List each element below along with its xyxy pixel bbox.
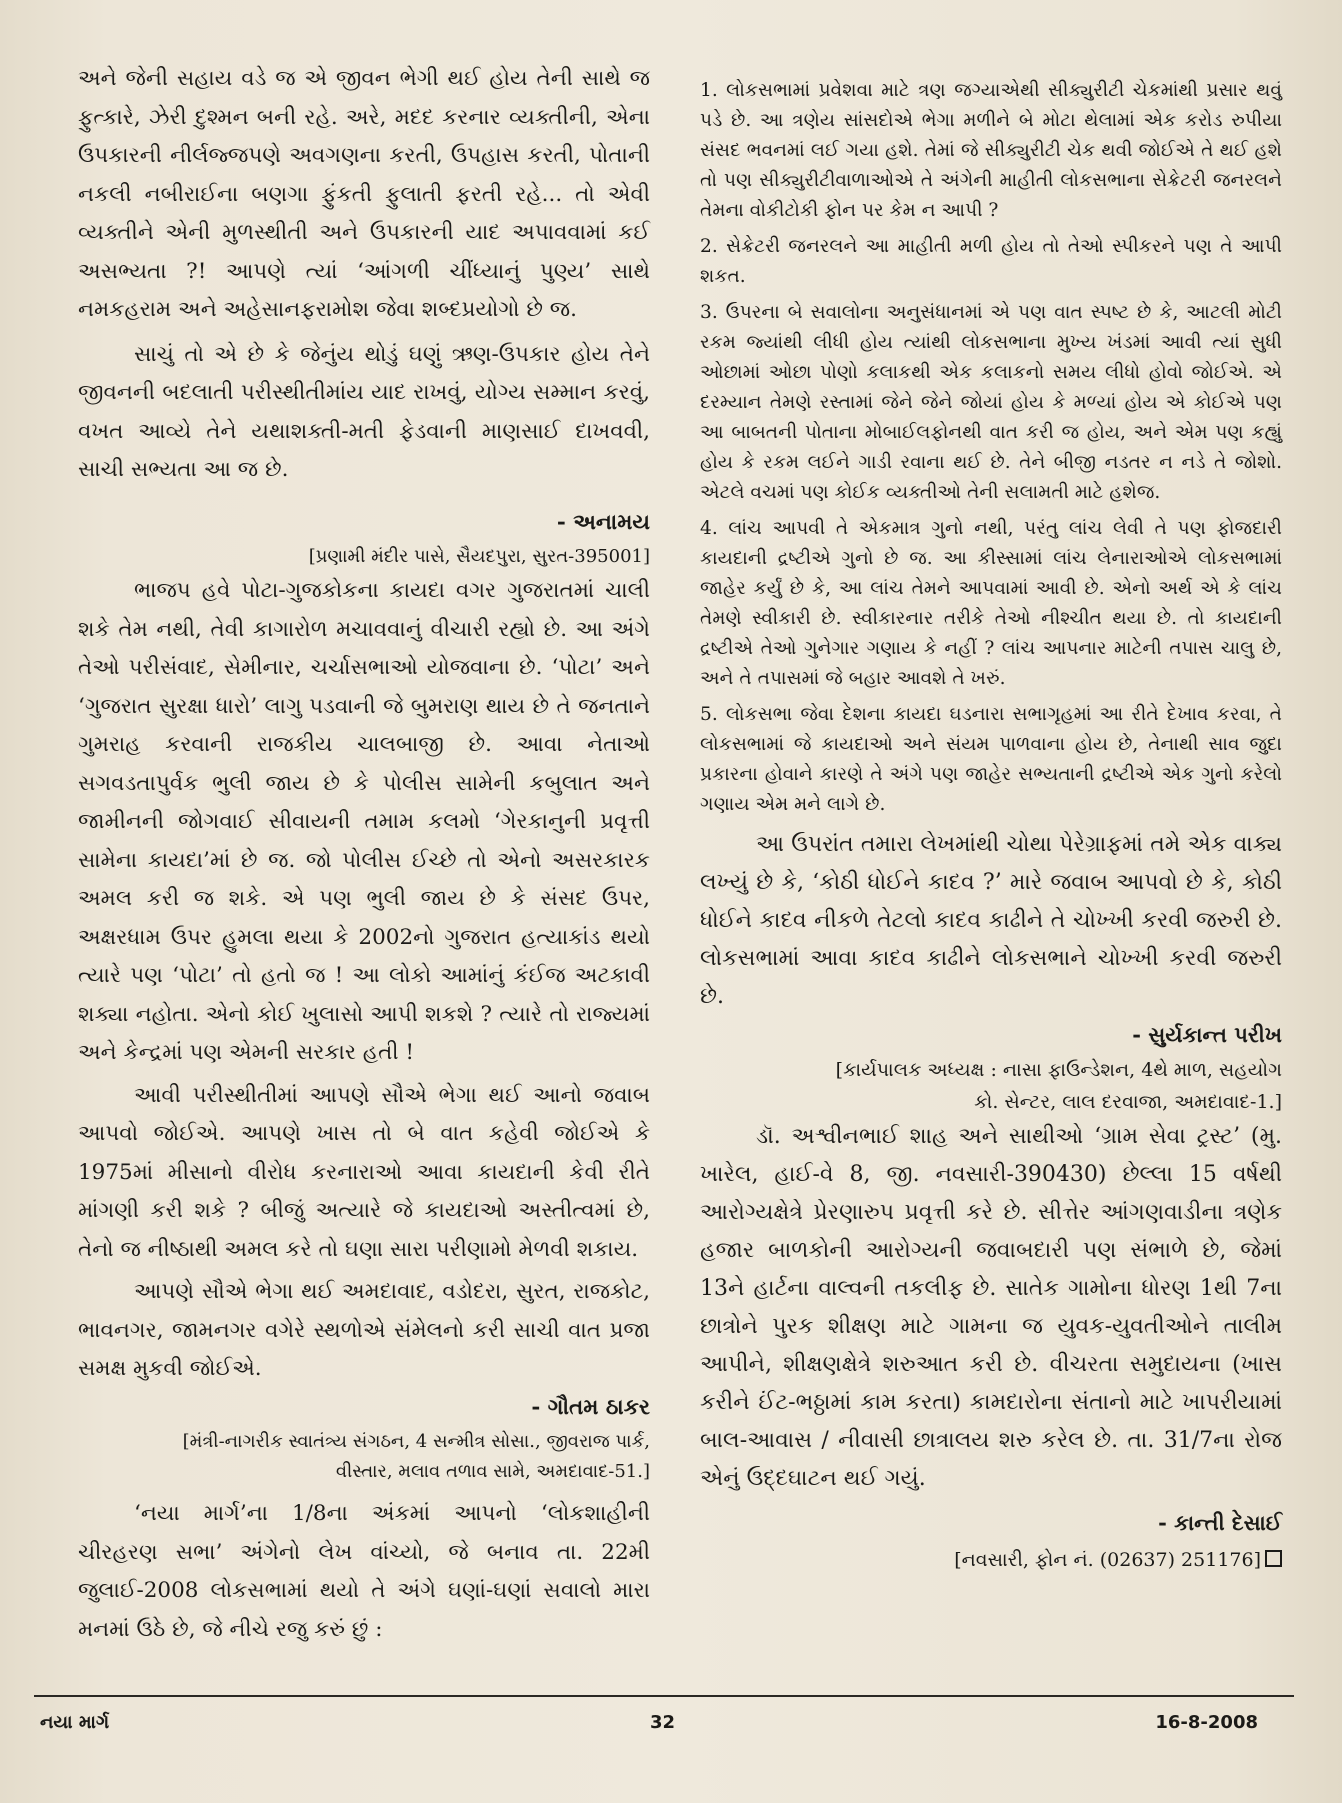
- paragraph: સાચું તો એ છે કે જેનુંય થોડું ઘણું ઋણ-ઉપકાર હોય તેને જીવનની બદલાતી પરીસ્થીતીમાંય યાદ રાખવું, યોગ્ય સમ્માન કરવું, વખત આવ્યે તેને યથાશક્તી-મતી ફેડવાની માણસાઈ દાખવવી, સાચી સભ્યતા આ જ છે.: [78, 341, 650, 482]
- footer-divider: [34, 1695, 1294, 1697]
- paragraph: ડૉ. અશ્વીનભાઈ શાહ અને સાથીઓ ‘ગ્રામ સેવા ટ્રસ્ટ’ (મુ. ખારેલ, હાઈ-વે 8, જી. નવસારી-390430) છેલ્લા 15 વર્ષથી આરોગ્યક્ષેત્રે પ્રેરણારુપ પ્રવૃત્તી કરે છે. સીત્તેર આંગણવાડીના ત્રણેક હજાર બાળકોની આરોગ્યની જવાબદારી પણ સંભાળે છે, જેમાં 13ને હાર્ટના વાલ્વની તકલીફ છે. સાતેક ગામોના ધોરણ 1થી 7ના છાત્રોને પુરક શીક્ષણ માટે ગામના જ યુવક-યુવતીઓને તાલીમ આપીને, શીક્ષણક્ષેત્રે શરુઆત કરી છે. વીચરતા સમુદાયના (ખાસ કરીને ઈંટ-ભઠ્ઠામાં કામ કરતા) કામદારોના સંતાનો માટે ખાપરીયામાં બાલ-આવાસ / નીવાસી છાત્રાલય શરુ કરેલ છે. તા. 31/7ના રોજ એનું ઉદ્દઘાટન થઈ ગયું.: [700, 1124, 1282, 1491]
- paragraph: આપણે સૌએ ભેગા થઈ અમદાવાદ, વડોદરા, સુરત, રાજકોટ, ભાવનગર, જામનગર વગેરે સ્થળોએ સંમેલનો કરી સાચી વાત પ્રજા સમક્ષ મુકવી જોઈએ.: [78, 1279, 650, 1381]
- paragraph: ‘નયા માર્ગ’ના 1/8ના અંકમાં આપનો ‘લોકશાહીની ચીરહરણ સભા’ અંગેનો લેખ વાંચ્યો, જે બનાવ તા. 22મી જુલાઈ-2008 લોકસભામાં થયો તે અંગે ઘણાં-ઘણાં સવાલો મારા મનમાં ઉઠે છે, જે નીચે રજુ કરું છું :: [78, 1501, 650, 1642]
- address-text: [નવસારી, ફોન નં. (02637) 251176]: [954, 1549, 1261, 1571]
- left-column: [78, 60, 650, 1649]
- list-item: 3. ઉપરના બે સવાલોના અનુસંધાનમાં એ પણ વાત સ્પષ્ટ છે કે, આટલી મોટી રકમ જ્યાંથી લીધી હોય ત્યાંથી લોકસભાના મુખ્ય ખંડમાં આવી ત્યાં સુધી ઓછામાં ઓછા પોણો કલાકથી એક કલાકનો સમય લીધો હોવો જોઈએ. એ દરમ્યાન તેમણે રસ્તામાં જેને જેને જોયાં હોય કે મળ્યાં હોય એ કોઈએ પણ આ બાબતની પોતાના મોબાઈલફોનથી વાત કરી જ હોય, અને એમ પણ કહ્યું હોય કે રકમ લઈને ગાડી રવાના થઈ છે. તેને બીજી નડતર ન નડે તે જોશો. એટલે વચમાં પણ કોઈક વ્યક્તીઓ તેની સલામતી માટે હશેજ.: [700, 302, 1282, 503]
- signature: - સુર્યકાન્ત પરીખ: [1132, 1022, 1282, 1047]
- paragraph: આવી પરીસ્થીતીમાં આપણે સૌએ ભેગા થઈ આનો જવાબ આપવો જોઈએ. આપણે ખાસ તો બે વાત કહેવી જોઈએ કે 1975માં મીસાનો વીરોધ કરનારાઓ આવા કાયદાની કેવી રીતે માંગણી કરી શકે ? બીજું અત્યારે જે કાયદાઓ અસ્તીત્વમાં છે, તેનો જ નીષ્ઠાથી અમલ કરે તો ઘણા સારા પરીણામો મેળવી શકાય.: [78, 1082, 650, 1262]
- paragraph: અને જેની સહાય વડે જ એ જીવન ભેગી થઈ હોય તેની સાથે જ ફુત્કારે, ઝેરી દુશ્મન બની રહે. અરે, મદદ કરનાર વ્યક્તીની, એના ઉપકારની નીર્લજ્જપણે અવગણના કરતી, ઉપહાસ કરતી, પોતાની નકલી નબીરાઈના બણગા ફુંકતી ફુલાતી ફરતી રહે... તો એવી વ્યક્તીને એની મુળસ્થીતી અને ઉપકારની યાદ અપાવવામાં કઈ અસભ્યતા ?! આપણે ત્યાં ‘આંગળી ચીંધ્યાનું પુણ્ય’ સાથે નમકહરામ અને અહેસાનફરામોશ જેવા શબ્દપ્રયોગો છે જ.: [78, 66, 650, 322]
- address: [700, 1544, 1282, 1576]
- issue-date: 16-8-2008: [1155, 1712, 1258, 1733]
- list-item: 2. સેક્રેટરી જનરલને આ માહીતી મળી હોય તો તેઓ સ્પીકરને પણ તે આપી શકત.: [700, 236, 1282, 287]
- address: વીસ્તાર, મલાવ તળાવ સામે, અમદાવાદ-51.]: [335, 1461, 650, 1482]
- end-mark-icon: [1265, 1550, 1282, 1567]
- address: [મંત્રી-નાગરીક સ્વાતંત્ર્ય સંગઠન, 4 સન્મીત્ર સોસા., જીવરાજ પાર્ક,: [182, 1431, 650, 1452]
- magazine-name: નયા માર્ગ: [40, 1712, 110, 1733]
- address: [કાર્યપાલક અધ્યક્ષ : નાસા ફાઉન્ડેશન, 4થે માળ, સહયોગ: [835, 1059, 1282, 1081]
- signature: - અનામય: [556, 509, 650, 535]
- page-number: 32: [650, 1712, 676, 1733]
- list-item: 1. લોકસભામાં પ્રવેશવા માટે ત્રણ જગ્યાએથી સીક્યુરીટી ચેકમાંથી પ્રસાર થવું પડે છે. આ ત્રણેય સાંસદોએ ભેગા મળીને બે મોટા થેલામાં એક કરોડ રુપીયા સંસદ ભવનમાં લઈ ગયા હશે. તેમાં જે સીક્યુરીટી ચેક થવી જોઈએ તે થઈ હશે તો પણ સીક્યુરીટીવાળાઓએ તે અંગેની માહીતી લોકસભાના સેક્રેટરી જનરલને તેમના વોકીટોકી ફોન પર કેમ ન આપી ?: [700, 80, 1282, 221]
- address: કો. સેન્ટર, લાલ દરવાજા, અમદાવાદ-1.]: [974, 1091, 1282, 1113]
- paragraph: આ ઉપરાંત તમારા લેખમાંથી ચોથા પેરેગ્રાફમાં તમે એક વાક્ય લખ્યું છે કે, ‘કોઠી ધોઈને કાદવ ?’ મારે જવાબ આપવો છે કે, કોઠી ધોઈને કાદવ નીકળે તેટલો કાદવ કાઢીને તે ચોખ્ખી કરવી જરુરી છે. લોકસભામાં આવા કાદવ કાઢીને લોકસભાને ચોખ્ખી કરવી જરુરી છે.: [700, 832, 1282, 1009]
- right-column: [700, 76, 1282, 1576]
- paragraph: ભાજપ હવે પોટા-ગુજકોકના કાયદા વગર ગુજરાતમાં ચાલી શકે તેમ નથી, તેવી કાગારોળ મચાવવાનું વીચારી રહ્યો છે. આ અંગે તેઓ પરીસંવાદ, સેમીનાર, ચર્ચાસભાઓ યોજવાના છે. ‘પોટા’ અને ‘ગુજરાત સુરક્ષા ધારો’ લાગુ પડવાની જે બુમરાણ થાય છે તે જનતાને ગુમરાહ કરવાની રાજકીય ચાલબાજી છે. આવા નેતાઓ સગવડતાપુર્વક ભુલી જાય છે કે પોલીસ સામેની કબુલાત અને જામીનની જોગવાઈ સીવાયની તમામ કલમો ‘ગેરકાનુની પ્રવૃત્તી સામેના કાયદા’માં છે જ. જો પોલીસ ઈચ્છે તો એનો અસરકારક અમલ કરી જ શકે. એ પણ ભુલી જાય છે કે સંસદ ઉપર, અક્ષરધામ ઉપર હુમલા થયા કે 2002નો ગુજરાત હત્યાકાંડ થયો ત્યારે પણ ‘પોટા’ તો હતો જ ! આ લોકો આમાંનું કંઈજ અટકાવી શક્યા નહોતા. એનો કોઈ ખુલાસો આપી શકશે ? ત્યારે તો રાજ્યમાં અને કેન્દ્રમાં પણ એમની સરકાર હતી !: [78, 578, 650, 1065]
- signature: - ગૌતમ ઠાકર: [531, 1394, 650, 1420]
- signature: - કાન્તી દેસાઈ: [1158, 1510, 1282, 1535]
- list-item: 4. લાંચ આપવી તે એકમાત્ર ગુનો નથી, પરંતુ લાંચ લેવી તે પણ ફોજદારી કાયદાની દ્રષ્ટીએ ગુનો છે જ. આ કીસ્સામાં લાંચ લેનારાઓએ લોકસભામાં જાહેર કર્યું છે કે, આ લાંચ તેમને આપવામાં આવી છે. એનો અર્થ એ કે લાંચ તેમણે સ્વીકારી છે. સ્વીકારનાર તરીકે તેઓ નીશ્ચીત થયા છે. તો કાયદાની દ્રષ્ટીએ તેઓ ગુનેગાર ગણાય કે નહીં ? લાંચ આપનાર માટેની તપાસ ચાલુ છે, અને તે તપાસમાં જે બહાર આવશે તે ખરું.: [700, 518, 1282, 689]
- list-item: 5. લોકસભા જેવા દેશના કાયદા ઘડનારા સભાગૃહમાં આ રીતે દેખાવ કરવા, તે લોકસભામાં જે કાયદાઓ અને સંયમ પાળવાના હોય છે, તેનાથી સાવ જુદા પ્રકારના હોવાને કારણે તે અંગે પણ જાહેર સભ્યતાની દ્રષ્ટીએ એક ગુનો કરેલો ગણાય એમ મને લાગે છે.: [700, 704, 1282, 815]
- address: [પ્રણામી મંદીર પાસે, સૈયદપુરા, સુરત-395001]: [308, 546, 650, 567]
